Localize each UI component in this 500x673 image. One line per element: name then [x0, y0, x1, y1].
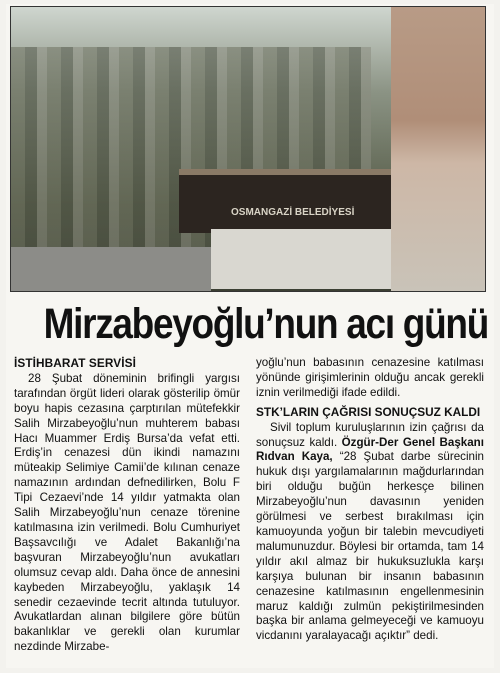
foreground-man — [391, 7, 485, 291]
ground — [11, 247, 211, 291]
headline: Mirzabeyoğlu’nun acı günü — [43, 300, 488, 348]
speaker-name: Özgür-Der Genel Başkanı Rıdvan Kaya, — [256, 435, 484, 464]
article-column-2 — [256, 356, 484, 644]
paragraph-text: Sivil toplum kuruluşlarının izin çağrısı da sonuçsuz kaldı. — [256, 420, 484, 449]
subheading: STK’LARIN ÇAĞRISI SONUÇSUZ KALDI — [256, 404, 481, 419]
paragraph: 28 Şubat döneminin brifingli yargısı tarafından örgüt lideri olarak gösterilip ömür boyu hapis cezasına çarptırılan mütefekkir Salih Mirzabeyoğlu’nun muhterem babası Hacı Muammer Erdiş Bursa’da vefat etti. Erdiş’in cenazesi dün ikindi namazını müteakip Selimiye Camii’de kılınan cenaze namazının ardından defnedilirken, Bolu F Tipi Cezaevi’nde 14 yıldır yatmakta olan Salih Mirzabeyoğlu’nun cenaze törenine katılmasına izin verilmedi. Bolu Cumhuriyet Başsavcılığı ve Adalet Bakanlığı’na başvuran Mirzabeyoğlu’nun avukatları olumsuz cevap aldı. Daha önce de annesini kaybeden Mirzabeyoğlu, yaklaşık 14 senedir cezaevinde tecrit altında tutuluyor. Avukatlardan alınan bilgilere göre bütün bakanlıklar ve gerekli olan kurumlar nezdinde Mirzabe- — [14, 371, 240, 654]
article-column-1 — [14, 356, 240, 655]
quote-text: “28 Şubat darbe sürecinin hukuk dışı yargılamalarının mağdurlarından biri olduğu buğün herkesçe bilinen Mirzabeyoğlu’nun davasının yeniden görülmesi ve serbest bırakılması için kamuoyunda yoğun bir talebin mevcudiyeti malumunuzdur. Böylesi bir ortamda, tam 14 yıldır akıl almaz bir hukuksuzlukla karşı karşıya bulunan bir insanın babasının cenazesine katılmasının engellenmesinin maruz kaldığı zulmün pekiştirilmesinden başka bir anlama gelmeyeceği ve kamuoyu vicdanını yaralayacağı açıktır” dedi. — [256, 450, 484, 643]
coffin-label: OSMANGAZİ BELEDİYESİ — [231, 207, 355, 218]
paragraph-quote — [256, 421, 484, 645]
coffin-stand — [211, 229, 401, 289]
paragraph-continued: yoğlu’nun babasının cenazesine katılması yönünde girişimlerinin olduğu ancak gerekli iznin verilmediği ifade edildi. — [256, 356, 484, 399]
funeral-photo — [10, 6, 486, 292]
byline: İSTİHBARAT SERVİSİ — [14, 356, 136, 370]
